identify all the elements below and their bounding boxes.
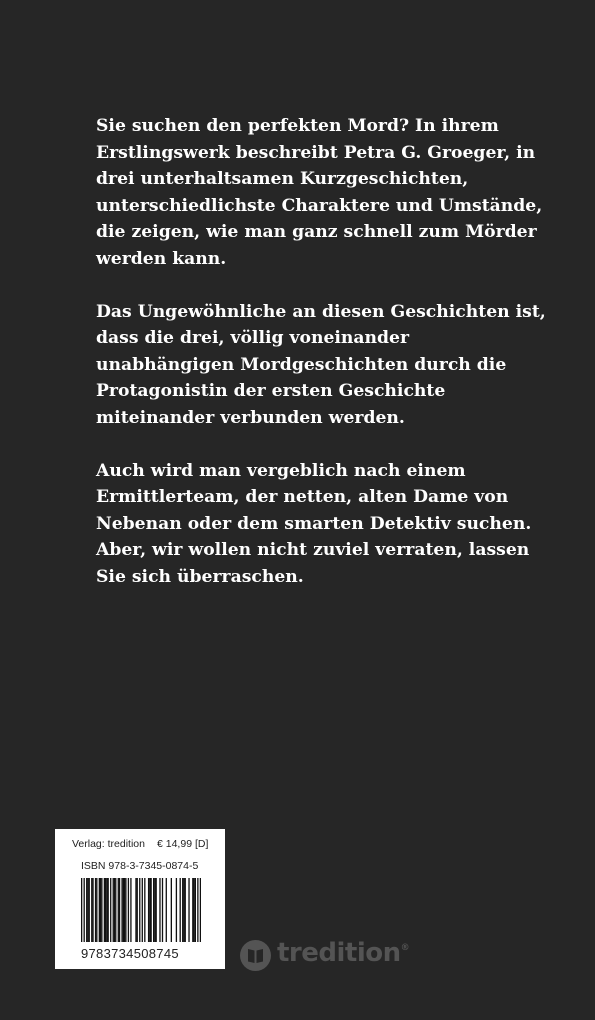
barcode-bar [166,878,167,942]
blurb-line: Das Ungewöhnliche an diesen Geschichten ist, [96,301,546,322]
back-cover-blurb [96,113,546,617]
barcode-bar [125,878,126,942]
barcode-label [55,829,225,969]
blurb-line: dass die drei, völlig voneinander [96,328,410,348]
blurb-line: miteinander verbunden werden. [96,407,405,428]
barcode-bar [195,878,196,942]
barcode-bar [154,878,155,942]
isbn-label: ISBN 978-3-7345-0874-5 [81,860,199,872]
barcode-bar [95,878,96,942]
barcode-bar [84,878,85,942]
barcode-bar [149,878,150,942]
barcode-bar [118,878,119,942]
barcode-bar [89,878,90,942]
barcode-bar [124,878,125,942]
barcode-bar [119,878,120,942]
publisher-logo [240,938,410,972]
barcode-bar [96,878,97,942]
barcode-bar [180,878,181,942]
barcode-bar [108,878,109,942]
barcode-bar [176,878,177,942]
blurb-paragraph-3 [96,458,536,591]
barcode-bar [139,878,140,942]
blurb-line: unabhängigen Mordgeschichten durch die [96,354,507,375]
barcode-bar [104,878,105,942]
barcode-bar [171,878,172,942]
barcode-bar [92,878,93,942]
barcode-bar [128,878,129,942]
barcode-bar [106,878,107,942]
barcode-bar [137,878,138,942]
barcode-bar [156,878,157,942]
blurb-line: Sie sich überraschen. [96,566,304,587]
barcode-bar [150,878,151,942]
barcode-bar [162,878,163,942]
logo-text: tredition [277,938,401,968]
blurb-line: Protagonistin der ersten Geschichte [96,381,446,401]
barcode-bar [86,878,87,942]
blurb-line: Nebenan oder dem smarten Detektiv suchen. [96,513,532,534]
barcode-bar [113,878,114,942]
barcode-bar [123,878,124,942]
barcode-bar [193,878,194,942]
blurb-line: Sie suchen den perfekten Mord? In ihrem [96,116,499,136]
barcode-bar [200,878,201,942]
barcode-bar [185,878,186,942]
barcode-bar [159,878,160,942]
barcode-bar [114,878,115,942]
barcode-bar [101,878,102,942]
barcode-bar [100,878,101,942]
barcode-bar [182,878,183,942]
barcode-bar [99,878,100,942]
barcode-bar [144,878,145,942]
barcode-bar [105,878,106,942]
barcode-bar [192,878,193,942]
barcode-bar [153,878,154,942]
logo-wordmark [277,938,409,968]
barcode-number: 9783734508745 [81,946,179,961]
blurb-paragraph-1 [96,113,543,272]
barcode-bar [130,878,131,942]
barcode-bar [91,878,92,942]
registered-mark: ® [400,943,410,953]
blurb-line: werden kann. [96,248,227,269]
blurb-line: Auch wird man vergeblich nach einem [96,460,466,481]
blurb-line: die zeigen, wie man ganz schnell zum Mörder [96,222,537,242]
blurb-line: unterschiedlichste Charaktere und Umstände, [96,195,543,216]
publisher-label: Verlag: tredition [72,838,145,850]
barcode-bar [110,878,111,942]
barcode-bars [81,878,201,942]
book-icon [240,940,271,971]
price-label: € 14,99 [D] [157,838,209,850]
blurb-line: Erstlingswerk beschreibt Petra G. Groeger, in [96,142,536,163]
barcode-bar [183,878,184,942]
blurb-line: Aber, wir wollen nicht zuviel verraten, lassen [96,540,530,560]
barcode-bar [121,878,122,942]
barcode-bar [81,878,82,942]
barcode-bar [87,878,88,942]
blurb-paragraph-2 [96,299,546,432]
barcode-bar [148,878,149,942]
barcode-bar [197,878,198,942]
barcode-bar [135,878,136,942]
barcode-bar [188,878,189,942]
barcode-bar [115,878,116,942]
blurb-line: Ermittlerteam, der netten, alten Dame von [96,487,509,507]
blurb-line: drei unterhaltsamen Kurzgeschichten, [96,169,469,189]
barcode-bar [142,878,143,942]
